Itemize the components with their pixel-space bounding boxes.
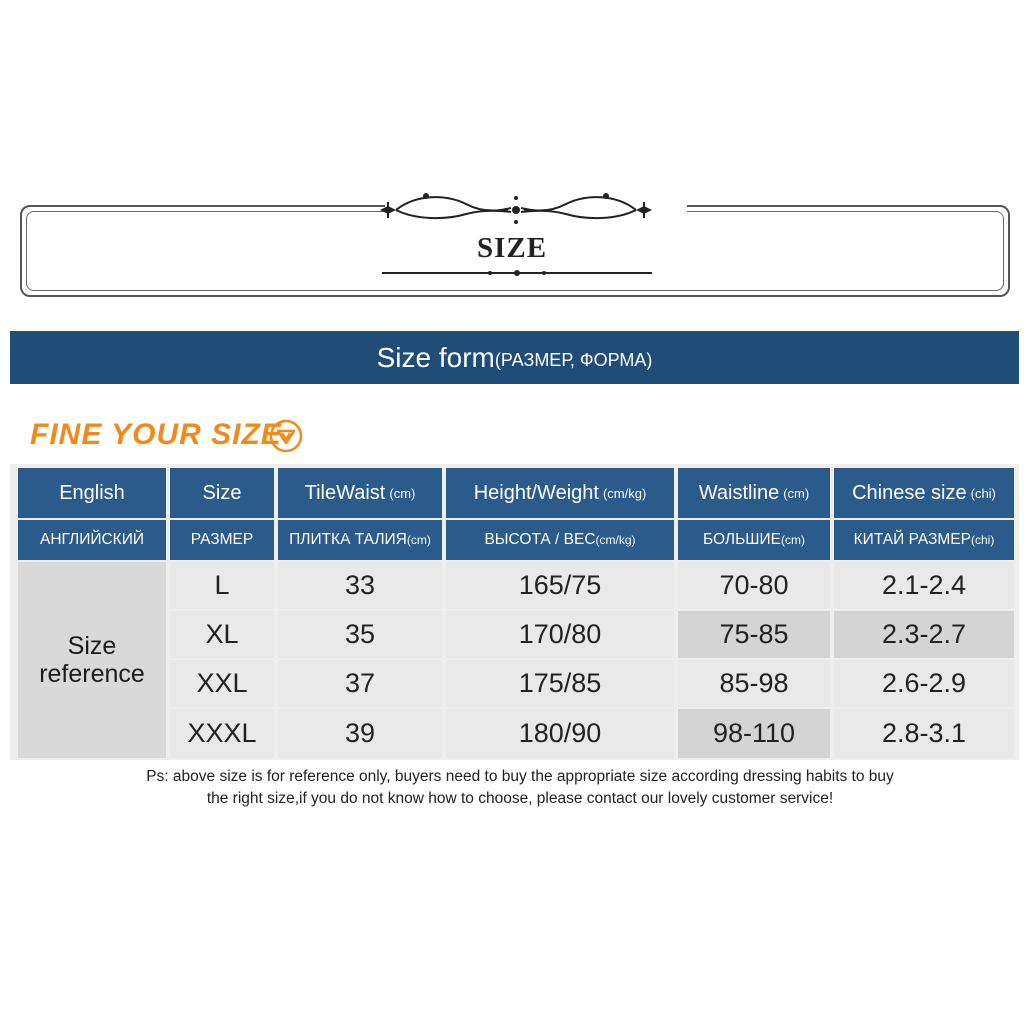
table-cell-size: XL — [170, 611, 274, 658]
header-label: English — [59, 481, 125, 504]
footnote-line: the right size,if you do not know how to choose, please contact our lovely customer service! — [206, 790, 834, 807]
header-height-weight — [446, 468, 674, 518]
header-ru-size — [170, 520, 274, 560]
header-ru-unit: (cm/kg) — [595, 533, 636, 547]
table-cell-tilewaist: 39 — [278, 709, 442, 758]
header-label: Size — [202, 481, 242, 504]
size-reference-line: Size — [67, 632, 117, 660]
table-cell-waistline: 75-85 — [678, 611, 830, 658]
header-size — [170, 468, 274, 518]
size-table — [10, 464, 1019, 760]
table-cell-chinese-size: 2.1-2.4 — [834, 562, 1014, 609]
footnote — [40, 766, 1000, 810]
size-form-title: Size form — [376, 341, 495, 373]
header-label: Chinese size — [852, 481, 967, 504]
header-unit: (chi) — [970, 485, 996, 501]
header-tilewaist — [278, 468, 442, 518]
table-cell-chinese-size: 2.8-3.1 — [834, 709, 1014, 758]
header-ru-label: АНГЛИЙСКИЙ — [39, 531, 144, 548]
table-cell-waistline: 98-110 — [678, 709, 830, 758]
find-your-size-heading: FINE YOUR SIZE — [30, 418, 282, 451]
header-ru-tilewaist — [278, 520, 442, 560]
table-cell-size: L — [170, 562, 274, 609]
table-cell-tilewaist: 37 — [278, 660, 442, 707]
header-chinese-size — [834, 468, 1014, 518]
size-reference-line: reference — [39, 660, 145, 688]
table-cell-height-weight: 180/90 — [446, 709, 674, 758]
table-cell-tilewaist: 35 — [278, 611, 442, 658]
header-label: Height/Weight — [473, 481, 599, 504]
header-ru-unit: (chi) — [970, 533, 995, 547]
table-cell-size: XXL — [170, 660, 274, 707]
header-ru-english — [18, 520, 166, 560]
size-form-bar — [10, 331, 1019, 384]
header-unit: (cm) — [389, 485, 416, 501]
size-title: SIZE — [476, 232, 548, 264]
header-ru-label: КИТАЙ РАЗМЕР — [853, 531, 971, 548]
header-ru-label: ПЛИТКА ТАЛИЯ — [289, 531, 407, 548]
header-label: Waistline — [698, 481, 780, 504]
header-label: TileWaist — [304, 481, 386, 504]
ornament-flourish-icon — [376, 188, 656, 230]
header-unit: (cm/kg) — [602, 485, 647, 501]
header-ru-label: БОЛЬШИЕ — [703, 531, 781, 548]
header-ru-chinese-size — [834, 520, 1014, 560]
table-cell-height-weight: 175/85 — [446, 660, 674, 707]
header-waistline — [678, 468, 830, 518]
header-ru-height-weight — [446, 520, 674, 560]
header-english — [18, 468, 166, 518]
header-ru-unit: (cm) — [406, 533, 431, 547]
table-cell-size: XXXL — [170, 709, 274, 758]
table-cell-waistline: 85-98 — [678, 660, 830, 707]
header-ru-label: РАЗМЕР — [190, 531, 254, 548]
header-ru-unit: (cm) — [780, 533, 805, 547]
header-ru-label: ВЫСОТА / ВЕС — [484, 531, 596, 548]
table-cell-height-weight: 165/75 — [446, 562, 674, 609]
size-reference-text — [39, 632, 145, 688]
header-unit: (cm) — [783, 485, 810, 501]
chevron-down-circle-icon — [268, 418, 304, 454]
table-cell-chinese-size: 2.6-2.9 — [834, 660, 1014, 707]
footnote-line: Ps: above size is for reference only, buyers need to buy the appropriate size according dressing habits to buy — [146, 768, 894, 785]
size-form-subtitle: (РАЗМЕР, ФОРМА) — [494, 350, 653, 370]
header-ru-waistline — [678, 520, 830, 560]
table-cell-chinese-size: 2.3-2.7 — [834, 611, 1014, 658]
table-cell-waistline: 70-80 — [678, 562, 830, 609]
underline-divider — [380, 268, 654, 278]
table-cell-tilewaist: 33 — [278, 562, 442, 609]
size-reference-label — [18, 562, 166, 758]
table-cell-height-weight: 170/80 — [446, 611, 674, 658]
